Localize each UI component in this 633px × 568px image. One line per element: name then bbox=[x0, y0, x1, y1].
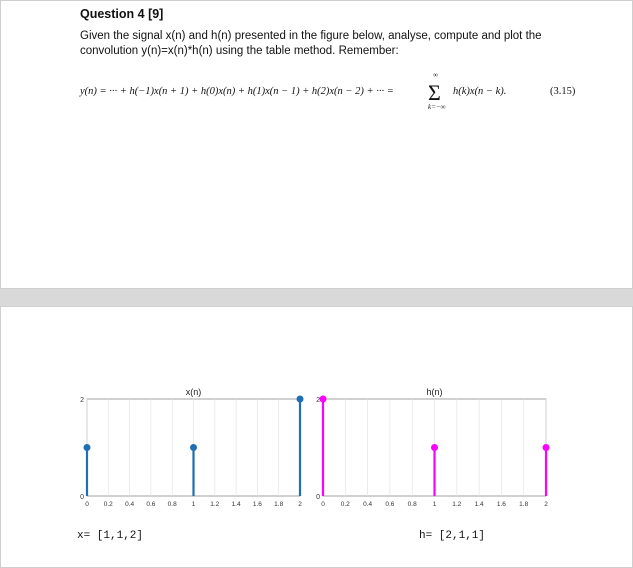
question-title: Question 4 [9] bbox=[80, 7, 164, 21]
h-caption: h= [2,1,1] bbox=[419, 530, 486, 542]
x-plot-ytick-label: 2 bbox=[80, 397, 84, 404]
h-plot-xtick-label: 0.4 bbox=[363, 501, 373, 508]
h-plot-xtick-label: 0.8 bbox=[407, 501, 417, 508]
h-plot-ytick-label: 2 bbox=[316, 397, 320, 404]
x-plot-xtick-label: 1.8 bbox=[274, 501, 284, 508]
x-plot-xtick-label: 0 bbox=[85, 501, 89, 508]
x-plot-xtick-label: 0.8 bbox=[167, 501, 177, 508]
summation-upper: ∞ bbox=[433, 71, 438, 79]
x-plot-ytick-label: 0 bbox=[80, 494, 84, 501]
h-plot-stem-marker bbox=[320, 396, 326, 402]
summation-symbol: Σ bbox=[428, 80, 441, 105]
x-plot-stem-marker bbox=[84, 445, 90, 451]
summation-lower: k=−∞ bbox=[428, 103, 446, 111]
stem-plots bbox=[1, 307, 632, 567]
x-plot-xtick-label: 0.4 bbox=[125, 501, 135, 508]
h-plot-xtick-label: 1.6 bbox=[496, 501, 506, 508]
h-plot-xtick-label: 2 bbox=[544, 501, 548, 508]
x-plot-stem-marker bbox=[297, 396, 303, 402]
x-plot-xtick-label: 1.4 bbox=[231, 501, 241, 508]
equation-lhs: y(n) = ··· + h(−1)x(n + 1) + h(0)x(n) + h(1)x(n − 1) + h(2)x(n − 2) + ··· = bbox=[80, 86, 394, 97]
x-plot-xtick-label: 1.2 bbox=[210, 501, 220, 508]
equation-number: (3.15) bbox=[550, 86, 576, 97]
h-plot-stem-marker bbox=[432, 445, 438, 451]
h-plot-xtick-label: 1 bbox=[432, 501, 437, 508]
x-caption: x= [1,1,2] bbox=[77, 530, 144, 542]
question-text bbox=[80, 29, 550, 59]
h-plot-xtick-label: 1.8 bbox=[519, 501, 529, 508]
h-plot-xtick-label: 1.2 bbox=[452, 501, 462, 508]
equation-rhs: h(k)x(n − k). bbox=[453, 86, 507, 97]
x-plot-title: x(n) bbox=[185, 387, 202, 397]
x-plot-xtick-label: 1 bbox=[191, 501, 196, 508]
h-plot-ytick-label: 0 bbox=[316, 494, 320, 501]
x-plot-xtick-label: 0.6 bbox=[146, 501, 156, 508]
h-plot-stem-marker bbox=[543, 445, 549, 451]
h-plot-xtick-label: 0.6 bbox=[385, 501, 395, 508]
h-plot-title: h(n) bbox=[426, 387, 443, 397]
h-plot-xtick-label: 0.2 bbox=[340, 501, 350, 508]
x-plot-xtick-label: 0.2 bbox=[103, 501, 113, 508]
question-line-2: convolution y(n)=x(n)*h(n) using the table method. Remember: bbox=[80, 45, 399, 57]
h-plot-xtick-label: 0 bbox=[321, 501, 325, 508]
x-plot-xtick-label: 1.6 bbox=[252, 501, 262, 508]
x-plot-stem-marker bbox=[191, 445, 197, 451]
question-line-1: Given the signal x(n) and h(n) presented in the figure below, analyse, compute and plot the bbox=[80, 30, 542, 42]
h-plot-xtick-label: 1.4 bbox=[474, 501, 484, 508]
page-gap bbox=[0, 289, 633, 306]
document-page-2 bbox=[0, 306, 633, 568]
x-plot-xtick-label: 2 bbox=[298, 501, 302, 508]
